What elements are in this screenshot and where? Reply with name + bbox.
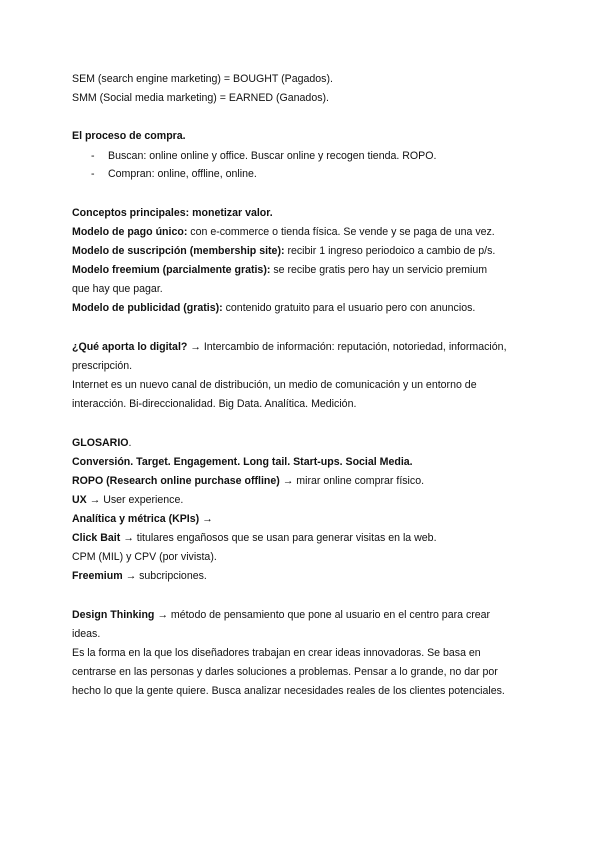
plain-text: con e-commerce o tienda física. Se vende y se paga de una vez. bbox=[187, 226, 495, 238]
text-line bbox=[72, 532, 437, 545]
bold-term: Conceptos principales: monetizar valor. bbox=[72, 207, 273, 219]
text-line bbox=[72, 283, 163, 296]
text-line bbox=[72, 264, 487, 277]
text-line bbox=[72, 379, 477, 392]
plain-text: CPM (MIL) y CPV (por vivista). bbox=[72, 551, 217, 563]
text-line bbox=[72, 551, 217, 564]
plain-text: se recibe gratis pero hay un servicio premium bbox=[270, 264, 488, 276]
text-line bbox=[72, 437, 131, 450]
plain-text: → mirar online comprar físico. bbox=[279, 475, 425, 487]
text-line bbox=[72, 666, 498, 679]
text-line bbox=[72, 360, 132, 373]
text-line bbox=[72, 456, 413, 469]
text-line bbox=[72, 226, 495, 239]
text-line bbox=[72, 73, 333, 86]
text-line bbox=[72, 92, 329, 105]
bullet-dash: - bbox=[91, 150, 95, 162]
text-line bbox=[72, 302, 475, 315]
plain-text: prescripción. bbox=[72, 360, 133, 372]
plain-text: → método de pensamiento que pone al usuario en el centro para crear bbox=[154, 609, 491, 621]
plain-text: → titulares engañosos que se usan para generar visitas en la web. bbox=[120, 532, 437, 544]
text-line bbox=[72, 570, 207, 583]
plain-text: que hay que pagar. bbox=[72, 283, 163, 295]
plain-text: centrarse en las personas y darles soluciones a problemas. Pensar a lo grande, no dar por bbox=[72, 666, 498, 678]
bold-term: GLOSARIO bbox=[72, 437, 129, 449]
bold-term: Modelo de publicidad (gratis): bbox=[72, 302, 223, 314]
text-line bbox=[72, 130, 186, 143]
bold-term: Modelo freemium (parcialmente gratis): bbox=[72, 264, 271, 276]
plain-text: recibir 1 ingreso periodoico a cambio de p/s. bbox=[284, 245, 496, 257]
bold-term: El proceso de compra. bbox=[72, 130, 186, 142]
plain-text: SEM (search engine marketing) = BOUGHT (Pagados). bbox=[72, 73, 333, 85]
plain-text: → Intercambio de información: reputación, notoriedad, información, bbox=[187, 341, 507, 353]
bold-term: ¿Qué aporta lo digital? bbox=[72, 341, 188, 353]
bold-term: Analítica y métrica (KPIs) bbox=[72, 513, 200, 525]
bold-term: Freemium bbox=[72, 570, 123, 582]
text-line bbox=[72, 207, 273, 220]
bold-term: UX bbox=[72, 494, 87, 506]
plain-text: ideas. bbox=[72, 628, 101, 640]
bold-term: Design Thinking bbox=[72, 609, 155, 621]
bold-term: Modelo de pago único: bbox=[72, 226, 188, 238]
plain-text: Internet es un nuevo canal de distribución, un medio de comunicación y un entorno de bbox=[72, 379, 477, 391]
plain-text: hecho lo que la gente quiere. Busca analizar necesidades reales de los clientes potenciales. bbox=[72, 685, 505, 697]
plain-text: → User experience. bbox=[86, 494, 184, 506]
text-line bbox=[72, 513, 213, 526]
text-line bbox=[72, 647, 481, 660]
bullet-dash: - bbox=[91, 168, 95, 180]
text-line bbox=[72, 494, 183, 507]
plain-text: contenido gratuito para el usuario pero con anuncios. bbox=[222, 302, 476, 314]
text-line bbox=[72, 245, 495, 258]
plain-text: SMM (Social media marketing) = EARNED (Ganados). bbox=[72, 92, 329, 104]
text-line bbox=[72, 628, 100, 641]
bold-term: Click Bait bbox=[72, 532, 121, 544]
plain-text: interacción. Bi-direccionalidad. Big Data. Analítica. Medición. bbox=[72, 398, 357, 410]
bullet-text: Buscan: online online y office. Buscar online y recogen tienda. ROPO. bbox=[108, 150, 437, 162]
bold-term: ROPO (Research online purchase offline) bbox=[72, 475, 280, 487]
bold-term: Modelo de suscripción (membership site): bbox=[72, 245, 285, 257]
text-line bbox=[72, 341, 507, 354]
plain-text: Es la forma en la que los diseñadores trabajan en crear ideas innovadoras. Se basa en bbox=[72, 647, 481, 659]
plain-text: → subcripciones. bbox=[122, 570, 207, 582]
text-line bbox=[72, 398, 356, 411]
text-line bbox=[72, 685, 505, 698]
text-line bbox=[72, 475, 424, 488]
plain-text: → bbox=[199, 513, 213, 525]
text-line bbox=[72, 609, 490, 622]
bold-term: Conversión. Target. Engagement. Long tail. Start-ups. Social Media. bbox=[72, 456, 413, 468]
plain-text: . bbox=[128, 437, 132, 449]
bullet-text: Compran: online, offline, online. bbox=[108, 168, 257, 180]
